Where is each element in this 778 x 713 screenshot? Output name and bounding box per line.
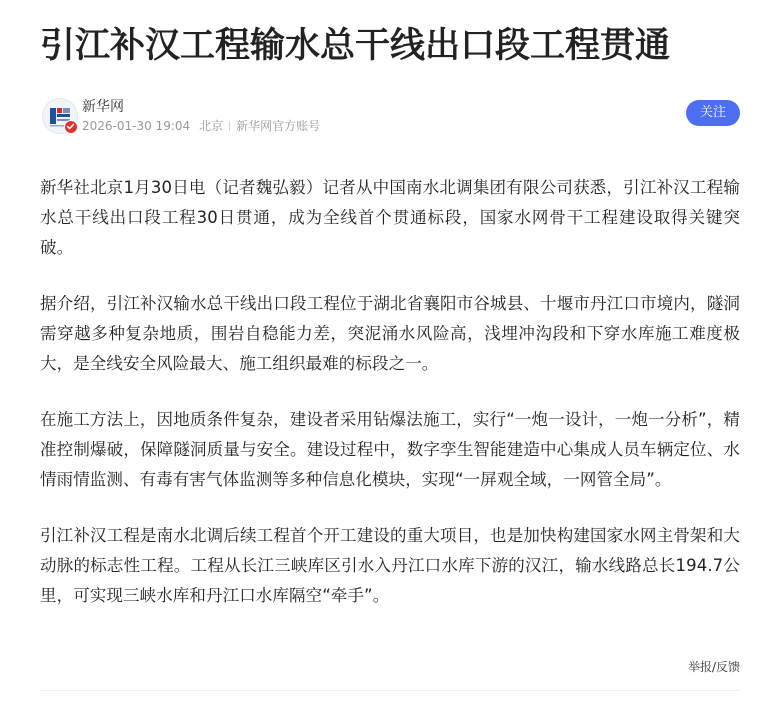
verified-badge-icon: [64, 120, 78, 134]
paragraph: 引江补汉工程是南水北调后续工程首个开工建设的重大项目，也是加快构建国家水网主骨架和大动脉的标志性工程。工程从长江三峡库区引水入丹江口水库下游的汉江，输水线路总长194.7公里，可实现三峡水库和丹江口水库隔空“牵手”。: [40, 526, 740, 605]
divider: [40, 690, 740, 691]
follow-button[interactable]: 关注: [686, 100, 740, 126]
author-bar: [40, 98, 740, 138]
meta-divider: [229, 121, 230, 131]
article-title: 引江补汉工程输水总干线出口段工程贯通: [40, 26, 671, 66]
paragraph: 在施工方法上，因地质条件复杂，建设者采用钻爆法施工，实行“一炮一设计，一炮一分析”，精准控制爆破，保障隧洞质量与安全。建设过程中，数字孪生智能建造中心集成人员车辆定位、水情雨情监测、有毒有害气体监测等多种信息化模块，实现“一屏观全域，一网管全局”。: [40, 410, 740, 489]
publish-date: 2026-01-30 19:04: [82, 119, 191, 133]
article-meta: [82, 118, 320, 134]
report-feedback-link[interactable]: 举报/反馈: [687, 660, 740, 674]
paragraph: 新华社北京1月30日电（记者魏弘毅）记者从中国南水北调集团有限公司获悉，引江补汉工程输水总干线出口段工程30日贯通，成为全线首个贯通标段，国家水网骨干工程建设取得关键突破。: [40, 178, 740, 257]
account-type: 新华网官方账号: [236, 119, 321, 133]
publish-location: 北京: [199, 119, 224, 133]
author-name[interactable]: 新华网: [82, 99, 124, 115]
paragraph: 据介绍，引江补汉输水总干线出口段工程位于湖北省襄阳市谷城县、十堰市丹江口市境内，隧洞需穿越多种复杂地质，围岩自稳能力差，突泥涌水风险高，浅埋冲沟段和下穿水库施工难度极大，是全线安全风险最大、施工组织最难的标段之一。: [40, 294, 740, 373]
article-body: [40, 173, 740, 637]
